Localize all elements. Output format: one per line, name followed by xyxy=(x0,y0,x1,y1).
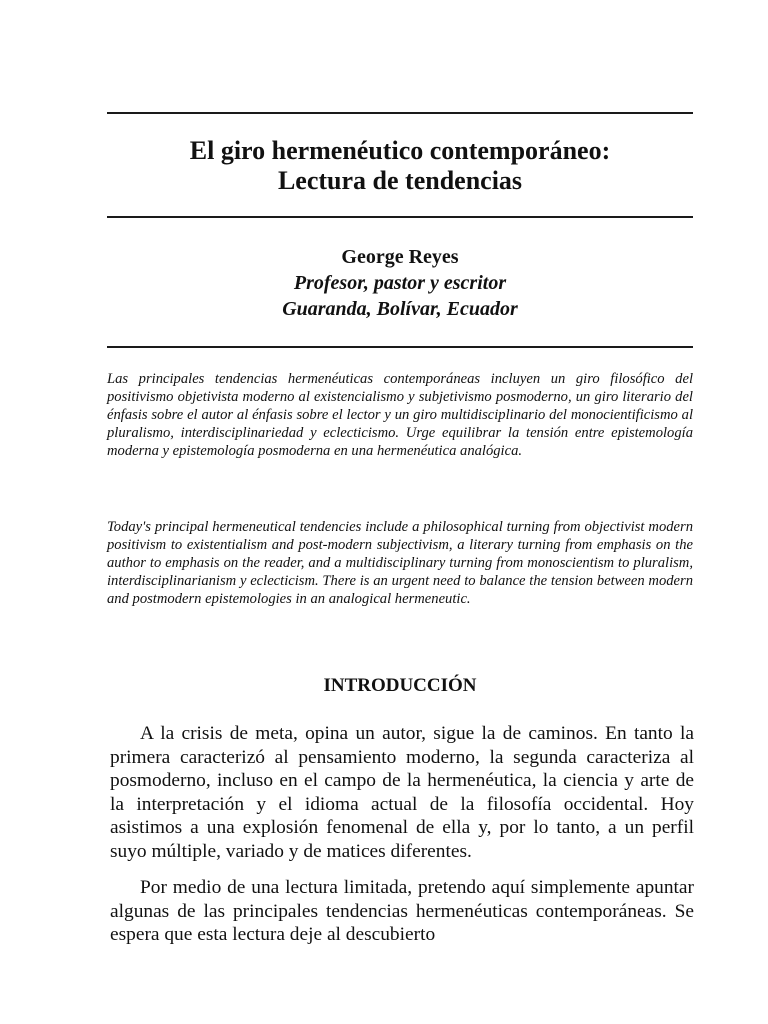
title-rule xyxy=(107,216,693,218)
abstract-spanish: Las principales tendencias hermenéuticas contemporáneas incluyen un giro filosófico del positivismo objetivista moderno al existencialismo y subjetivismo posmoderno, un giro literario del énfasis sobre el autor al énfasis sobre el lector y un giro multidisciplinario del monocientificismo al pluralismo, interdisciplinariedad y eclecticismo. Urge equilibrar la tensión entre epistemología moderna y epistemología posmoderna en una hermenéutica analógica. xyxy=(107,371,693,459)
author-rule xyxy=(107,346,693,348)
author-location: Guaranda, Bolívar, Ecuador xyxy=(282,298,518,320)
title-line-1: El giro hermenéutico contemporáneo: xyxy=(189,136,611,165)
abstract-english: Today's principal hermeneutical tendencies include a philosophical turning from objectivist modern positivism to existentialism and post-modern subjectivism, a literary turning from emphasis on the author to emphasis on the reader, and a multidisciplinary turning from monoscientism to pluralism, interdisciplinarianism y eclecticism. There is an urgent need to balance the tension between modern and postmodern epistemologies in an analogical hermeneutic. xyxy=(107,519,693,607)
title-line-2: Lectura de tendencias xyxy=(277,166,523,195)
author-role: Profesor, pastor y escritor xyxy=(293,272,507,294)
top-rule xyxy=(107,112,693,114)
section-heading: INTRODUCCIÓN xyxy=(323,675,477,696)
body-paragraph: Por medio de una lectura limitada, pretendo aquí simplemente apuntar algunas de las principales tendencias hermenéuticas contemporáneas. Se espera que esta lectura deje al descubierto xyxy=(110,877,694,946)
body-paragraph: A la crisis de meta, opina un autor, sigue la de caminos. En tanto la primera caracterizó al pensamiento moderno, la segunda caracteriza al posmoderno, incluso en el campo de la hermenéutica, la ciencia y arte de la interpretación y el idioma actual de la filosofía occidental. Hoy asistimos a una explosión fenomenal de ella y, por lo tanto, a un perfil suyo múltiple, variado y de matices diferentes. xyxy=(110,723,694,862)
author-block xyxy=(80,244,720,322)
author-name: George Reyes xyxy=(341,246,459,268)
article-title xyxy=(80,136,720,196)
